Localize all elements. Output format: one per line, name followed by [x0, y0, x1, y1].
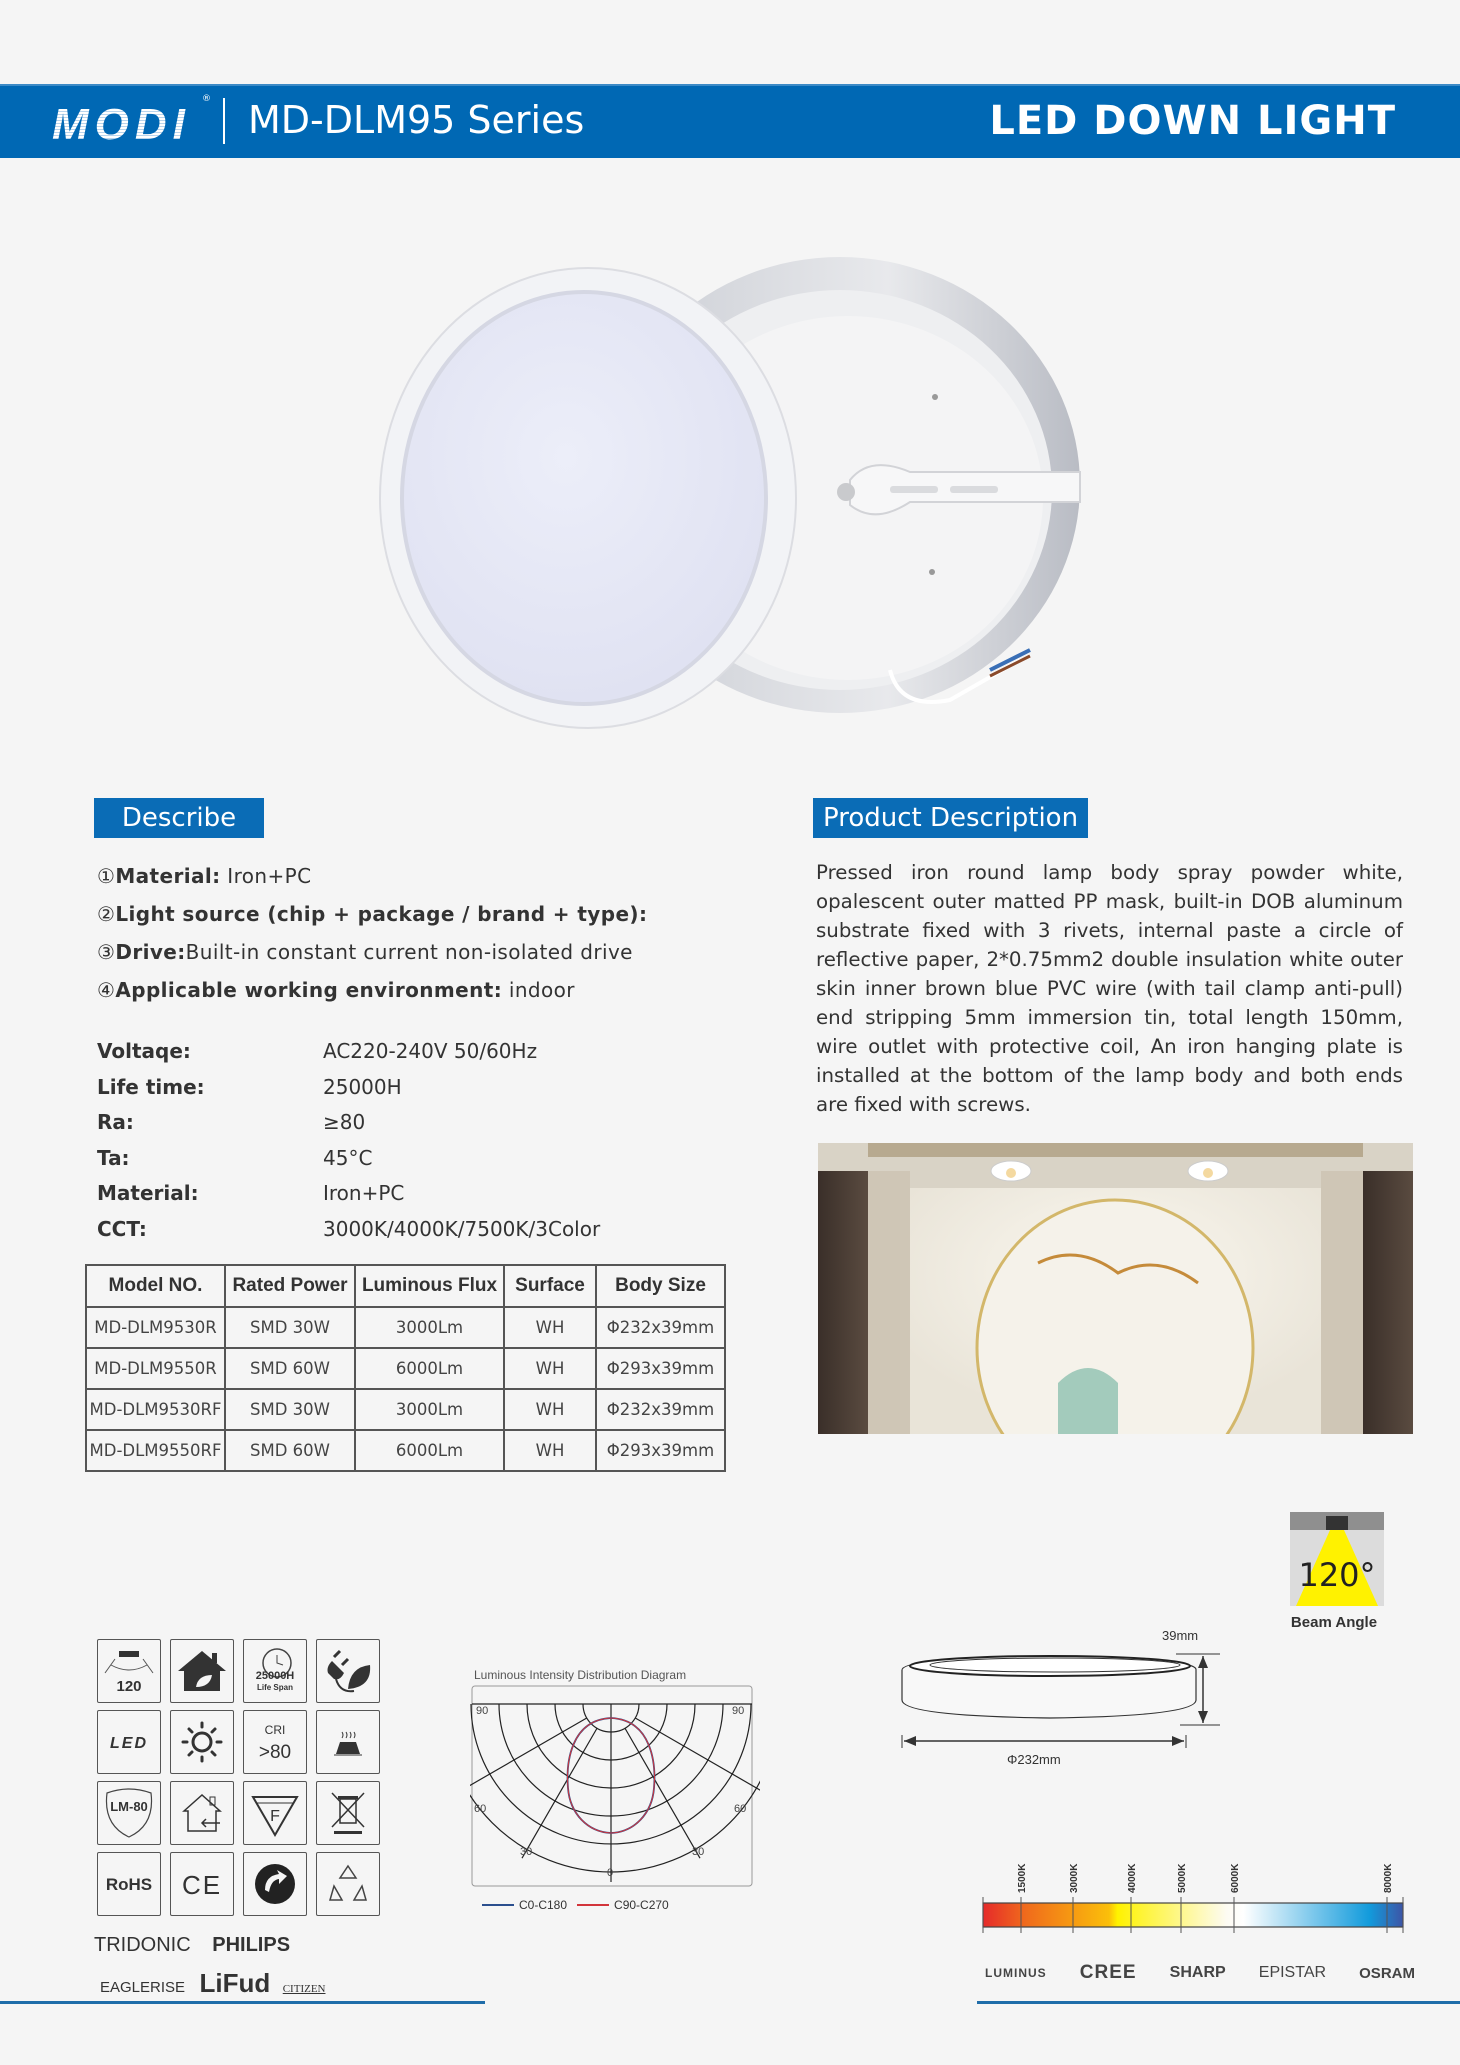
series-title: MD-DLM95 Series — [248, 98, 585, 142]
cell-power: SMD 30W — [225, 1389, 355, 1430]
height-dimension: 39mm — [1162, 1628, 1199, 1643]
legend-swatch-c90 — [577, 1904, 609, 1906]
angle-label: 0 — [607, 1867, 614, 1879]
item-label: Applicable working environment: — [115, 978, 503, 1002]
angle-label: 30 — [692, 1846, 705, 1858]
brand-philips-logo: PHILIPS — [212, 1934, 291, 1956]
angle-label: 60 — [734, 1803, 747, 1815]
describe-list — [97, 857, 647, 1009]
table-row — [86, 1348, 725, 1389]
ce-mark-icon — [170, 1852, 234, 1916]
legend-label: C90-C270 — [614, 1898, 669, 1912]
spec-row — [97, 1176, 600, 1212]
item-number: ③ — [97, 940, 116, 964]
spec-key: Material: — [97, 1181, 199, 1206]
cell-surface: WH — [504, 1430, 596, 1471]
spec-row — [97, 1141, 600, 1177]
beam-angle-badge — [1290, 1512, 1384, 1631]
cct-tick-label: 1500K — [1017, 1863, 1028, 1893]
cct-tick-label: 4000K — [1127, 1863, 1138, 1893]
driver-brands-row1 — [94, 1934, 290, 1957]
lifespan-icon — [243, 1639, 307, 1703]
cell-model: MD-DLM9530RF — [86, 1389, 225, 1430]
brand-epistar-logo: EPISTAR — [1258, 1964, 1327, 1981]
item-value: Built-in constant current non-isolated drive — [185, 940, 633, 964]
lm80-shield-icon — [97, 1781, 161, 1845]
registered-mark: ® — [202, 94, 211, 104]
spec-row — [97, 1105, 600, 1141]
spec-row — [97, 1070, 600, 1106]
driver-brands-row2 — [100, 1968, 325, 1999]
spec-key: Voltaqe: — [97, 1039, 191, 1063]
angle-label: 90 — [732, 1705, 745, 1717]
header-divider — [223, 98, 225, 144]
cell-surface: WH — [504, 1307, 596, 1348]
cct-tick-label: 5000K — [1177, 1863, 1188, 1893]
cct-tick-label: 6000K — [1230, 1863, 1241, 1893]
angle-label: 30 — [520, 1846, 533, 1858]
brand-cree-logo: CREE — [1079, 1962, 1137, 1983]
legend-label: C0-C180 — [519, 1898, 568, 1912]
cell-flux: 3000Lm — [355, 1389, 504, 1430]
cct-tick-label: 3000K — [1069, 1863, 1080, 1893]
brand-logo: MODI — [52, 100, 191, 149]
spec-key: Ta: — [97, 1145, 130, 1170]
spec-value: 3000K/4000K/7500K/3Color — [323, 1216, 601, 1241]
table-row — [86, 1389, 725, 1430]
cell-size: Φ232x39mm — [596, 1307, 725, 1348]
cct-tick-label: 8000K — [1383, 1863, 1394, 1893]
beam-angle-120-icon — [97, 1639, 161, 1703]
spec-row — [97, 1212, 600, 1248]
brand-osram-logo: OSRAM — [1359, 1964, 1415, 1982]
svg-text:F: F — [270, 1808, 280, 1825]
spec-value: 25000H — [323, 1074, 402, 1099]
cell-model: MD-DLM9530R — [86, 1307, 225, 1348]
cell-size: Φ293x39mm — [596, 1348, 725, 1389]
f-mark-icon — [243, 1781, 307, 1845]
weee-bin-icon — [316, 1781, 380, 1845]
svg-text:>80: >80 — [258, 1742, 292, 1763]
polar-title: Luminous Intensity Distribution Diagram — [474, 1668, 687, 1682]
product-description-tag: Product Description — [813, 798, 1088, 838]
col-header: Rated Power — [225, 1265, 355, 1307]
angle-label: 60 — [474, 1803, 487, 1815]
polar-plot — [470, 1684, 760, 1902]
svg-text:25000H: 25000H — [255, 1670, 295, 1682]
spec-value: 45°C — [323, 1145, 373, 1170]
polar-legend — [482, 1898, 669, 1912]
spec-key: Ra: — [97, 1110, 134, 1135]
table-header-row — [86, 1265, 725, 1307]
item-value: Iron+PC — [220, 864, 312, 888]
legend-swatch-c0 — [482, 1904, 514, 1906]
cell-power: SMD 30W — [225, 1307, 355, 1348]
header-bar — [0, 84, 1460, 158]
svg-text:CRI: CRI — [264, 1723, 286, 1737]
cell-power: SMD 60W — [225, 1430, 355, 1471]
item-label: Light source (chip + package / brand + type): — [115, 902, 648, 926]
brand-sharp-logo: SHARP — [1169, 1964, 1226, 1981]
svg-text:LM-80: LM-80 — [110, 1799, 148, 1814]
green-dot-icon — [243, 1852, 307, 1916]
cri-icon — [243, 1710, 307, 1774]
item-number: ② — [97, 902, 116, 926]
col-header: Body Size — [596, 1265, 725, 1307]
beam-angle-value: 120° — [1298, 1556, 1376, 1594]
heat-dissipation-icon — [316, 1710, 380, 1774]
col-header: Luminous Flux — [355, 1265, 504, 1307]
rohs-icon — [97, 1852, 161, 1916]
describe-item — [97, 857, 647, 895]
angle-label: 90 — [476, 1705, 489, 1717]
cell-size: Φ232x39mm — [596, 1389, 725, 1430]
product-image — [370, 240, 1090, 730]
eco-home-icon — [170, 1639, 234, 1703]
table-row — [86, 1307, 725, 1348]
cell-model: MD-DLM9550RF — [86, 1430, 225, 1471]
sun-brightness-icon — [170, 1710, 234, 1774]
item-value: indoor — [502, 978, 575, 1002]
describe-item — [97, 933, 647, 971]
brand-tridonic-logo: TRIDONIC — [94, 1934, 191, 1956]
spec-key: CCT: — [97, 1216, 147, 1241]
brand-luminus-logo: LUMINUS — [985, 1966, 1047, 1980]
led-icon — [97, 1710, 161, 1774]
feature-icon-grid — [97, 1639, 382, 1916]
indoor-use-icon — [170, 1781, 234, 1845]
beam-angle-label: Beam Angle — [1290, 1614, 1378, 1631]
svg-text:LED: LED — [110, 1735, 148, 1752]
diameter-dimension: Φ232mm — [1007, 1752, 1061, 1767]
recycle-icon — [316, 1852, 380, 1916]
brand-citizen-logo: CITIZEN — [282, 1983, 326, 1995]
footer-divider-left — [0, 2001, 485, 2004]
dimension-drawing — [890, 1630, 1230, 1780]
eco-plug-icon — [316, 1639, 380, 1703]
spec-row — [97, 1034, 600, 1070]
item-label: Material: — [115, 864, 221, 888]
svg-text:RoHS: RoHS — [105, 1875, 153, 1894]
spec-list — [97, 1034, 600, 1248]
brand-eaglerise-logo: EAGLERISE — [100, 1979, 186, 1996]
luminous-intensity-diagram — [470, 1668, 760, 1918]
cell-model: MD-DLM9550R — [86, 1348, 225, 1389]
cell-size: Φ293x39mm — [596, 1430, 725, 1471]
col-header: Surface — [504, 1265, 596, 1307]
cell-surface: WH — [504, 1348, 596, 1389]
model-table — [85, 1264, 726, 1472]
cell-power: SMD 60W — [225, 1348, 355, 1389]
application-photo — [818, 1143, 1413, 1434]
describe-item — [97, 895, 647, 933]
chip-brands — [985, 1962, 1415, 1984]
svg-text:120: 120 — [116, 1678, 142, 1695]
cell-flux: 6000Lm — [355, 1348, 504, 1389]
svg-text:Life Span: Life Span — [256, 1683, 294, 1692]
item-number: ④ — [97, 978, 116, 1002]
item-label: Drive: — [115, 940, 186, 964]
footer-divider-right — [977, 2001, 1460, 2004]
col-header: Model NO. — [86, 1265, 225, 1307]
item-number: ① — [97, 864, 116, 888]
spec-key: Life time: — [97, 1074, 205, 1099]
product-description-text: Pressed iron round lamp body spray powder white, opalescent outer matted PP mask, built-in DOB aluminum substrate fixed with 3 rivets, internal paste a circle of reflective paper, 2*0.75mm2 double insulation white outer skin inner brown blue PVC wire (with tail clamp anti-pull) end stripping 5mm immersion tin, total length 150mm, wire outlet with protective coil, An iron hanging plate is installed at the bottom of the lamp body and both ends are fixed with screws. — [816, 861, 1403, 1116]
cct-scale — [975, 1845, 1415, 1935]
svg-text:CE: CE — [181, 1870, 223, 1900]
cell-surface: WH — [504, 1389, 596, 1430]
beam-cone-icon — [1290, 1512, 1384, 1606]
describe-item — [97, 971, 647, 1009]
describe-tag: Describe — [94, 798, 264, 838]
product-type-title: LED DOWN LIGHT — [989, 98, 1396, 144]
table-row — [86, 1430, 725, 1471]
spec-value: Iron+PC — [323, 1181, 405, 1206]
spec-value: ≥80 — [323, 1110, 366, 1135]
brand-lifud-logo: LiFud — [199, 1968, 271, 1998]
spec-value: AC220-240V 50/60Hz — [323, 1039, 538, 1063]
cell-flux: 6000Lm — [355, 1430, 504, 1471]
cell-flux: 3000Lm — [355, 1307, 504, 1348]
